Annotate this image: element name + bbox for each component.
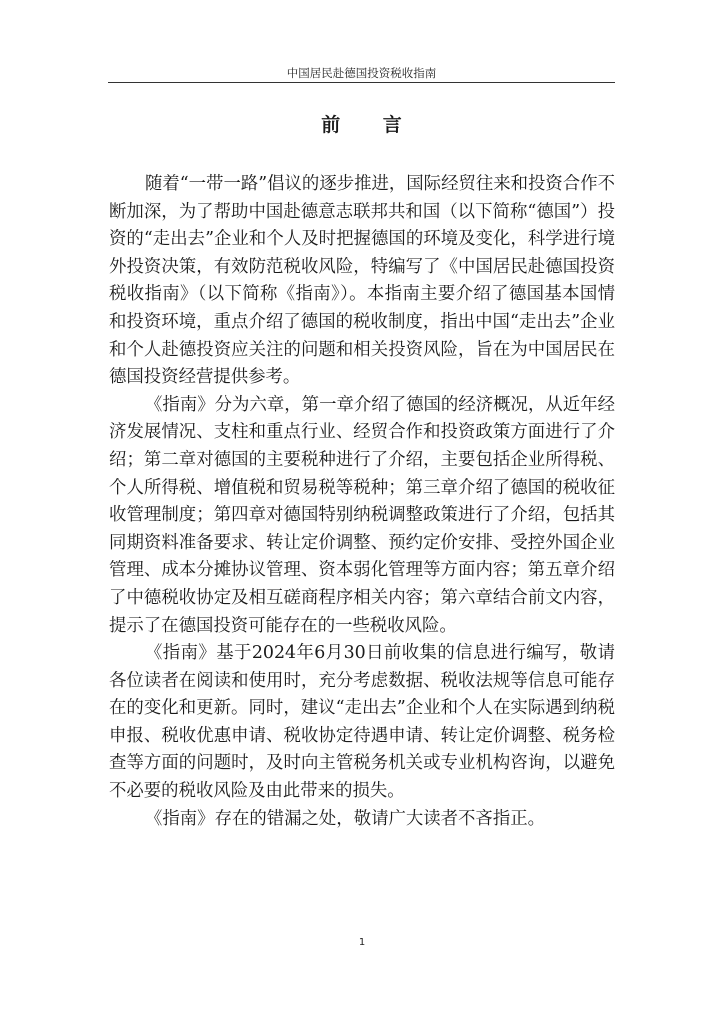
paragraph-closing: 《指南》存在的错漏之处，敬请广大读者不吝指正。 <box>145 808 545 829</box>
paragraph-disclaimer: 《指南》基于2024年6月30日前收集的信息进行编写，敬请各位读者在阅读和使用时，充分考虑数据、税收法规等信息可能存在的变化和更新。同时，建议“走出去”企业和个人在实际遇到纳税申报、税收优惠申请、税收协定待遇申请、转让定价调整、税务检查等方面的问题时，及时向主管税务机关或专业机构咨询，以避免不必要的税收风险及由此带来的损失。 <box>109 643 615 802</box>
page-title: 前 言 <box>321 114 420 136</box>
paragraph-intro: 随着“一带一路”倡议的逐步推进，国际经贸往来和投资合作不断加深，为了帮助中国赴德意志联邦共和国（以下简称“德国”）投资的“走出去”企业和个人及时把握德国的环境及变化，科学进行境外投资决策，有效防范税收风险，特编写了《中国居民赴德国投资税收指南》（以下简称《指南》）。本指南主要介绍了德国基本国情和投资环境，重点介绍了德国的税收制度，指出中国“走出去”企业和个人赴德投资应关注的问题和相关投资风险，旨在为中国居民在德国投资经营提供参考。 <box>109 174 615 388</box>
page-number: 1 <box>358 937 366 948</box>
body-text <box>109 171 615 833</box>
running-header: 中国居民赴德国投资税收指南 <box>108 64 615 83</box>
paragraph-chapters: 《指南》分为六章，第一章介绍了德国的经济概况，从近年经济发展情况、支柱和重点行业、经贸合作和投资政策方面进行了介绍；第二章对德国的主要税种进行了介绍，主要包括企业所得税、个人所得税、增值税和贸易税等税种；第三章介绍了德国的税收征收管理制度；第四章对德国特别纳税调整政策进行了介绍，包括其同期资料准备要求、转让定价调整、预约定价安排、受控外国企业管理、成本分摊协议管理、资本弱化管理等方面内容；第五章介绍了中德税收协定及相互磋商程序相关内容；第六章结合前文内容，提示了在德国投资可能存在的一些税收风险。 <box>109 394 615 636</box>
